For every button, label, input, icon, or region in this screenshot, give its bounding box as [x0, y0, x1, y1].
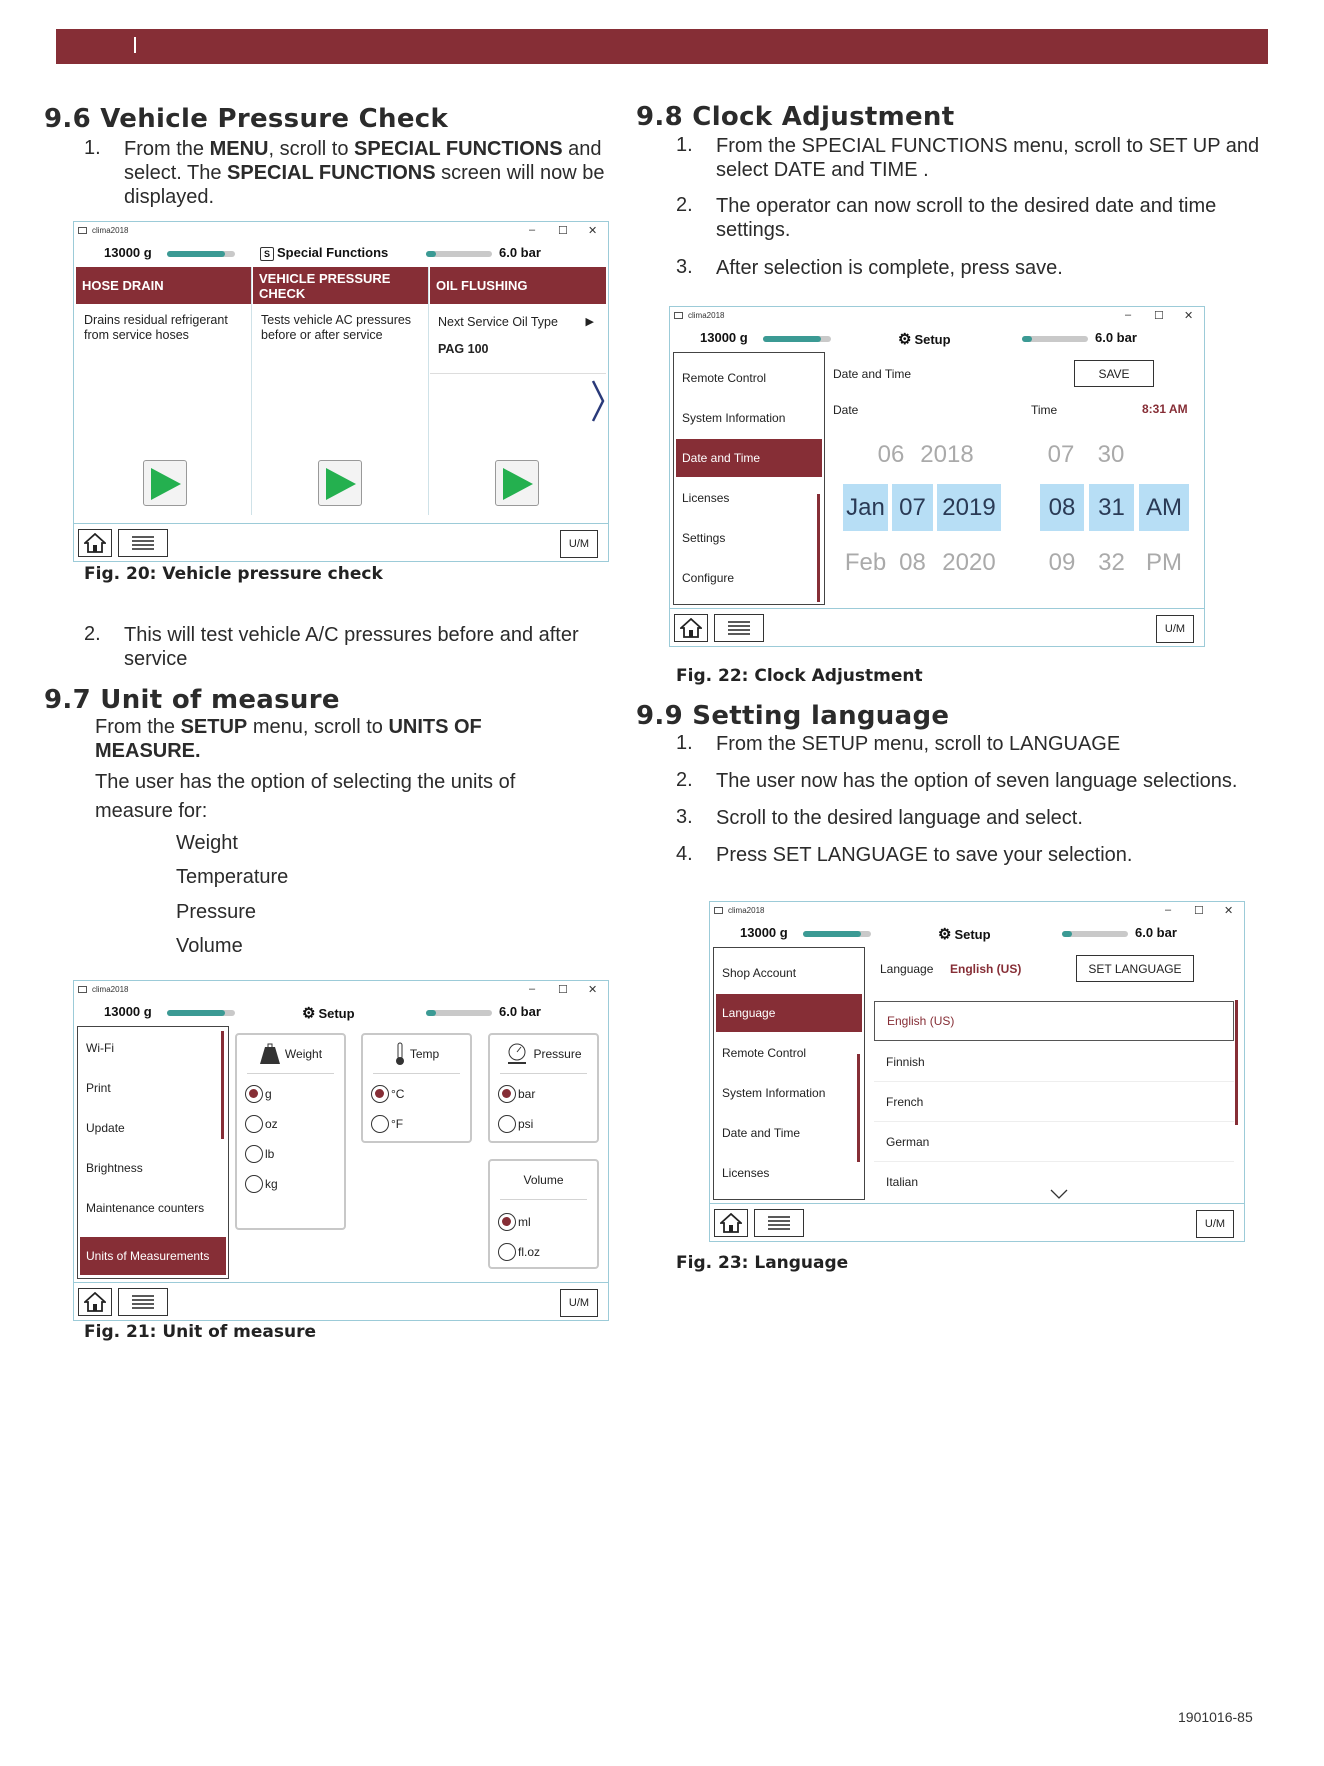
setup-side-menu: [713, 947, 865, 1200]
weight-level-bar: [763, 336, 831, 342]
menu-item-print[interactable]: Print: [86, 1081, 111, 1095]
start-oil-flushing-button[interactable]: [495, 460, 539, 506]
year-picker[interactable]: 2019: [937, 484, 1001, 531]
day-picker[interactable]: 07: [892, 484, 933, 531]
section-heading-9-6: 9.6 Vehicle Pressure Check: [44, 104, 449, 134]
bottom-toolbar: [710, 1203, 1244, 1241]
units-button[interactable]: U/M: [1156, 615, 1194, 643]
play-icon: [503, 468, 533, 500]
oil-type-value: PAG 100: [438, 342, 489, 356]
minimize-button[interactable]: –: [529, 224, 536, 236]
menu-scrollbar[interactable]: [857, 1054, 860, 1162]
radio-icon: [498, 1115, 516, 1133]
menu-scrollbar[interactable]: [817, 494, 820, 602]
pressure-level-bar: [426, 251, 492, 257]
language-option-french[interactable]: French: [874, 1082, 1234, 1122]
step-text: Scroll to the desired language and select.: [716, 807, 1083, 829]
menu-item-licenses[interactable]: Licenses: [722, 1166, 770, 1180]
pressure-level-bar: [1022, 336, 1088, 342]
menu-item-update[interactable]: Update: [86, 1121, 125, 1135]
units-button[interactable]: U/M: [560, 530, 598, 558]
chevron-right-icon[interactable]: [590, 379, 606, 428]
header-divider: [134, 37, 136, 53]
tile-description: Drains residual refrigerant from service hoses: [84, 313, 228, 342]
chevron-down-icon[interactable]: [1050, 1186, 1068, 1204]
special-functions-icon: S: [260, 247, 274, 261]
card-divider: [500, 1199, 587, 1200]
set-language-button[interactable]: SET LANGUAGE: [1076, 955, 1194, 982]
card-title: Volume: [523, 1173, 564, 1187]
pressure-option-bar[interactable]: bar: [498, 1084, 535, 1104]
units-setup-window: [73, 980, 609, 1321]
window-titlebar: [670, 307, 1204, 324]
pressure-option-psi[interactable]: psi: [498, 1114, 533, 1134]
menu-button[interactable]: [754, 1209, 804, 1237]
day-roll-above[interactable]: 06: [877, 441, 905, 468]
weight-readout: 13000 g: [700, 330, 748, 345]
window-titlebar: [74, 222, 608, 239]
page-header-bar: [56, 29, 1268, 64]
card-title: Temp: [363, 1035, 470, 1073]
window-title: clima2018: [92, 226, 129, 235]
home-button[interactable]: [714, 1209, 748, 1237]
language-option-italian[interactable]: Italian: [886, 1175, 919, 1189]
play-icon: [326, 468, 356, 500]
hose-drain-tile[interactable]: [76, 267, 252, 515]
pressure-level-bar: [1062, 931, 1128, 937]
maximize-button[interactable]: ☐: [1194, 905, 1204, 917]
radio-selected-icon: [498, 1213, 516, 1231]
radio-selected-icon: [498, 1085, 516, 1103]
menu-item-configure[interactable]: Configure: [682, 571, 735, 585]
bottom-toolbar: [74, 1282, 608, 1320]
start-hose-drain-button[interactable]: [143, 460, 187, 506]
language-option-finnish[interactable]: Finnish: [874, 1042, 1234, 1082]
time-label: Time: [1031, 403, 1058, 417]
paragraph: The user has the option of selecting the units of measure for:: [95, 771, 516, 822]
window-titlebar: [710, 902, 1244, 919]
app-icon: [78, 227, 87, 234]
radio-icon: [245, 1175, 263, 1193]
menu-item-maintenance-counters[interactable]: Maintenance counters: [86, 1201, 205, 1215]
minute-roll-below[interactable]: 32: [1098, 549, 1125, 576]
menu-item-shop-account[interactable]: Shop Account: [722, 966, 797, 980]
menu-item-remote-control[interactable]: Remote Control: [722, 1046, 807, 1060]
close-button[interactable]: ✕: [1184, 310, 1194, 322]
month-roll-below[interactable]: Feb: [844, 549, 887, 576]
month-picker[interactable]: Jan: [843, 484, 888, 531]
figure-caption: Fig. 22: Clock Adjustment: [676, 666, 923, 686]
weight-level-fill: [167, 251, 225, 257]
maximize-button[interactable]: ☐: [1154, 310, 1164, 322]
step-text: From the SETUP menu, scroll to LANGUAGE: [716, 733, 1121, 755]
clock-setup-window: [669, 306, 1205, 647]
weight-option-oz[interactable]: oz: [245, 1114, 278, 1134]
figure-caption: Fig. 21: Unit of measure: [84, 1322, 316, 1342]
day-roll-below[interactable]: 08: [899, 549, 926, 576]
section-heading-9-7: 9.7 Unit of measure: [44, 685, 340, 715]
weight-option-g[interactable]: g: [245, 1084, 272, 1104]
maximize-button[interactable]: ☐: [558, 984, 568, 996]
step-number: 4.: [676, 843, 693, 865]
radio-icon: [498, 1243, 516, 1261]
oil-type-label: Next Service Oil Type ▶: [438, 315, 594, 329]
gauge-icon: [505, 1042, 529, 1066]
pressure-level-bar: [426, 1010, 492, 1016]
unit-item: Temperature: [176, 866, 289, 888]
language-option-english-us[interactable]: English (US): [874, 1001, 1234, 1041]
date-label: Date: [833, 403, 859, 417]
document-number: 1901016-85: [1178, 1709, 1253, 1725]
menu-item-system-information[interactable]: System Information: [722, 1086, 826, 1100]
tile-heading: VEHICLE PRESSURE CHECK: [253, 267, 428, 304]
ampm-roll-below[interactable]: PM: [1146, 549, 1182, 576]
unit-item: Pressure: [176, 901, 257, 923]
language-option-german[interactable]: German: [874, 1122, 1234, 1162]
gear-icon: ⚙: [938, 926, 952, 943]
step-text: Press SET LANGUAGE to save your selection.: [716, 844, 1133, 866]
caret-right-icon: ▶: [585, 316, 594, 328]
step-number: 1.: [676, 134, 693, 156]
oil-flushing-tile[interactable]: [430, 267, 606, 515]
close-button[interactable]: ✕: [1224, 905, 1234, 917]
weight-readout: 13000 g: [104, 245, 152, 260]
window-title: clima2018: [728, 906, 765, 915]
pressure-readout: 6.0 bar: [499, 245, 541, 260]
section-heading-9-8: 9.8 Clock Adjustment: [636, 102, 955, 132]
step-number: 3.: [676, 806, 693, 828]
card-divider: [500, 1073, 587, 1074]
weight-readout: 13000 g: [104, 1004, 152, 1019]
step-number: 2.: [676, 194, 693, 216]
unit-item: Volume: [176, 935, 243, 957]
year-roll-above[interactable]: 2018: [920, 441, 974, 468]
home-button[interactable]: [78, 529, 112, 557]
minimize-button[interactable]: –: [1165, 904, 1172, 916]
screen-title: ⚙ Setup: [302, 1005, 355, 1022]
menu-item-remote-control[interactable]: Remote Control: [682, 371, 767, 385]
menu-item-date-and-time[interactable]: Date and Time: [676, 439, 822, 477]
menu-item-settings[interactable]: Settings: [682, 531, 726, 545]
units-button[interactable]: U/M: [1196, 1210, 1234, 1238]
home-icon: [680, 618, 702, 638]
menu-item-language[interactable]: Language: [716, 994, 862, 1032]
radio-icon: [371, 1115, 389, 1133]
hour-roll-above[interactable]: 07: [1047, 441, 1075, 468]
menu-item-wifi[interactable]: Wi-Fi: [86, 1041, 114, 1055]
radio-selected-icon: [245, 1085, 263, 1103]
paragraph: From the SETUP menu, scroll to UNITS OF MEASURE.: [95, 716, 482, 762]
home-icon: [84, 1292, 106, 1312]
figure-caption: Fig. 20: Vehicle pressure check: [84, 564, 383, 584]
weight-readout: 13000 g: [740, 925, 788, 940]
current-language: English (US): [950, 962, 1022, 976]
date-and-time-label: Date and Time: [833, 367, 912, 381]
status-bar: [74, 1002, 608, 1022]
weight-level-fill: [763, 336, 821, 342]
window-title: clima2018: [688, 311, 725, 320]
menu-button[interactable]: [118, 1288, 168, 1316]
menu-icon: [130, 1294, 156, 1310]
step-number: 1.: [676, 732, 693, 754]
temp-card: [361, 1033, 472, 1143]
vehicle-pressure-check-tile[interactable]: [253, 267, 429, 515]
tile-heading: OIL FLUSHING: [430, 267, 606, 304]
gear-icon: ⚙: [898, 331, 912, 348]
language-list-scrollbar[interactable]: [1235, 1000, 1238, 1125]
app-icon: [714, 907, 723, 914]
card-divider: [247, 1073, 334, 1074]
minimize-button[interactable]: –: [1125, 309, 1132, 321]
weight-level-bar: [167, 1010, 235, 1016]
section-heading-9-9: 9.9 Setting language: [636, 701, 950, 731]
year-roll-below[interactable]: 2020: [942, 549, 996, 576]
menu-item-brightness[interactable]: Brightness: [86, 1161, 143, 1175]
screen-title: ⚙ Setup: [898, 331, 951, 348]
tile-description: Tests vehicle AC pressures before or after service: [261, 313, 412, 342]
screen-title: ⚙ Setup: [938, 926, 991, 943]
save-button[interactable]: SAVE: [1074, 360, 1154, 387]
step-number: 1.: [84, 137, 101, 159]
status-bar: [74, 243, 608, 263]
setup-side-menu: [77, 1026, 229, 1279]
radio-selected-icon: [371, 1085, 389, 1103]
weight-option-kg[interactable]: kg: [245, 1174, 278, 1194]
setup-side-menu: [673, 352, 825, 605]
weight-level-bar: [803, 931, 871, 937]
step-number: 2.: [676, 769, 693, 791]
unit-item: Weight: [176, 832, 238, 854]
minimize-button[interactable]: –: [529, 983, 536, 995]
pressure-level-fill: [426, 251, 436, 257]
hour-roll-below[interactable]: 09: [1048, 549, 1076, 576]
minute-roll-above[interactable]: 30: [1097, 441, 1125, 468]
step-text: This will test vehicle A/C pressures before and after service: [124, 624, 579, 670]
units-button[interactable]: U/M: [560, 1289, 598, 1317]
thermometer-icon: [394, 1042, 406, 1066]
menu-button[interactable]: [714, 614, 764, 642]
menu-item-licenses[interactable]: Licenses: [682, 491, 730, 505]
card-divider: [373, 1073, 460, 1074]
pressure-level-fill: [1022, 336, 1032, 342]
close-button[interactable]: ✕: [588, 984, 598, 996]
maximize-button[interactable]: ☐: [558, 225, 568, 237]
app-icon: [78, 986, 87, 993]
pressure-level-fill: [1062, 931, 1072, 937]
divider: [430, 373, 606, 374]
pressure-level-fill: [426, 1010, 436, 1016]
temp-option-c[interactable]: °C: [371, 1084, 404, 1104]
minute-picker[interactable]: 31: [1089, 484, 1134, 531]
tile-heading: HOSE DRAIN: [76, 267, 251, 304]
weight-icon: [259, 1043, 281, 1065]
weight-level-fill: [167, 1010, 225, 1016]
language-label: Language: [880, 962, 934, 976]
weight-level-fill: [803, 931, 861, 937]
app-icon: [674, 312, 683, 319]
step-number: 3.: [676, 256, 693, 278]
bottom-toolbar: [74, 523, 608, 561]
menu-item-date-and-time[interactable]: Date and Time: [722, 1126, 801, 1140]
home-button[interactable]: [674, 614, 708, 642]
step-text: The operator can now scroll to the desired date and time settings.: [716, 195, 1217, 241]
status-bar: [670, 328, 1204, 348]
gear-icon: ⚙: [302, 1005, 316, 1022]
card-title: Weight: [237, 1035, 344, 1073]
figure-caption: Fig. 23: Language: [676, 1253, 849, 1273]
card-title: Pressure: [490, 1035, 597, 1073]
special-functions-window: [73, 221, 609, 562]
step-text: The user now has the option of seven language selections.: [716, 770, 1238, 792]
home-button[interactable]: [78, 1288, 112, 1316]
weight-level-bar: [167, 251, 235, 257]
menu-item-system-information[interactable]: System Information: [682, 411, 786, 425]
pressure-readout: 6.0 bar: [499, 1004, 541, 1019]
pressure-readout: 6.0 bar: [1095, 330, 1137, 345]
status-bar: [710, 923, 1244, 943]
volume-card: [488, 1159, 599, 1269]
ampm-picker[interactable]: AM: [1139, 484, 1189, 531]
play-icon: [151, 468, 181, 500]
step-text: From the SPECIAL FUNCTIONS menu, scroll to SET UP and select DATE and TIME .: [716, 135, 1260, 181]
pressure-readout: 6.0 bar: [1135, 925, 1177, 940]
pressure-card: [488, 1033, 599, 1143]
step-number: 2.: [84, 623, 101, 645]
menu-icon: [766, 1215, 792, 1231]
temp-option-f[interactable]: °F: [371, 1114, 403, 1134]
step-text: From the MENU, scroll to SPECIAL FUNCTIONS and select. The SPECIAL FUNCTIONS screen will now be displayed.: [124, 138, 605, 208]
menu-scrollbar[interactable]: [221, 1031, 224, 1139]
radio-icon: [245, 1115, 263, 1133]
radio-icon: [245, 1145, 263, 1163]
screen-title: S Special Functions: [260, 245, 388, 261]
menu-icon: [130, 535, 156, 551]
volume-option-floz[interactable]: fl.oz: [498, 1242, 540, 1262]
hour-picker[interactable]: 08: [1040, 484, 1084, 531]
close-button[interactable]: ✕: [588, 225, 598, 237]
window-titlebar: [74, 981, 608, 998]
language-setup-window: [709, 901, 1245, 1242]
volume-option-ml[interactable]: ml: [498, 1212, 531, 1232]
home-icon: [84, 533, 106, 553]
step-text: After selection is complete, press save.: [716, 257, 1063, 279]
weight-option-lb[interactable]: lb: [245, 1144, 274, 1164]
current-time: 8:31 AM: [1142, 402, 1188, 416]
home-icon: [720, 1213, 742, 1233]
window-title: clima2018: [92, 985, 129, 994]
menu-button[interactable]: [118, 529, 168, 557]
menu-item-units-of-measurements[interactable]: Units of Measurements: [80, 1237, 226, 1275]
bottom-toolbar: [670, 608, 1204, 646]
menu-icon: [726, 620, 752, 636]
weight-card: [235, 1033, 346, 1230]
start-pressure-check-button[interactable]: [318, 460, 362, 506]
